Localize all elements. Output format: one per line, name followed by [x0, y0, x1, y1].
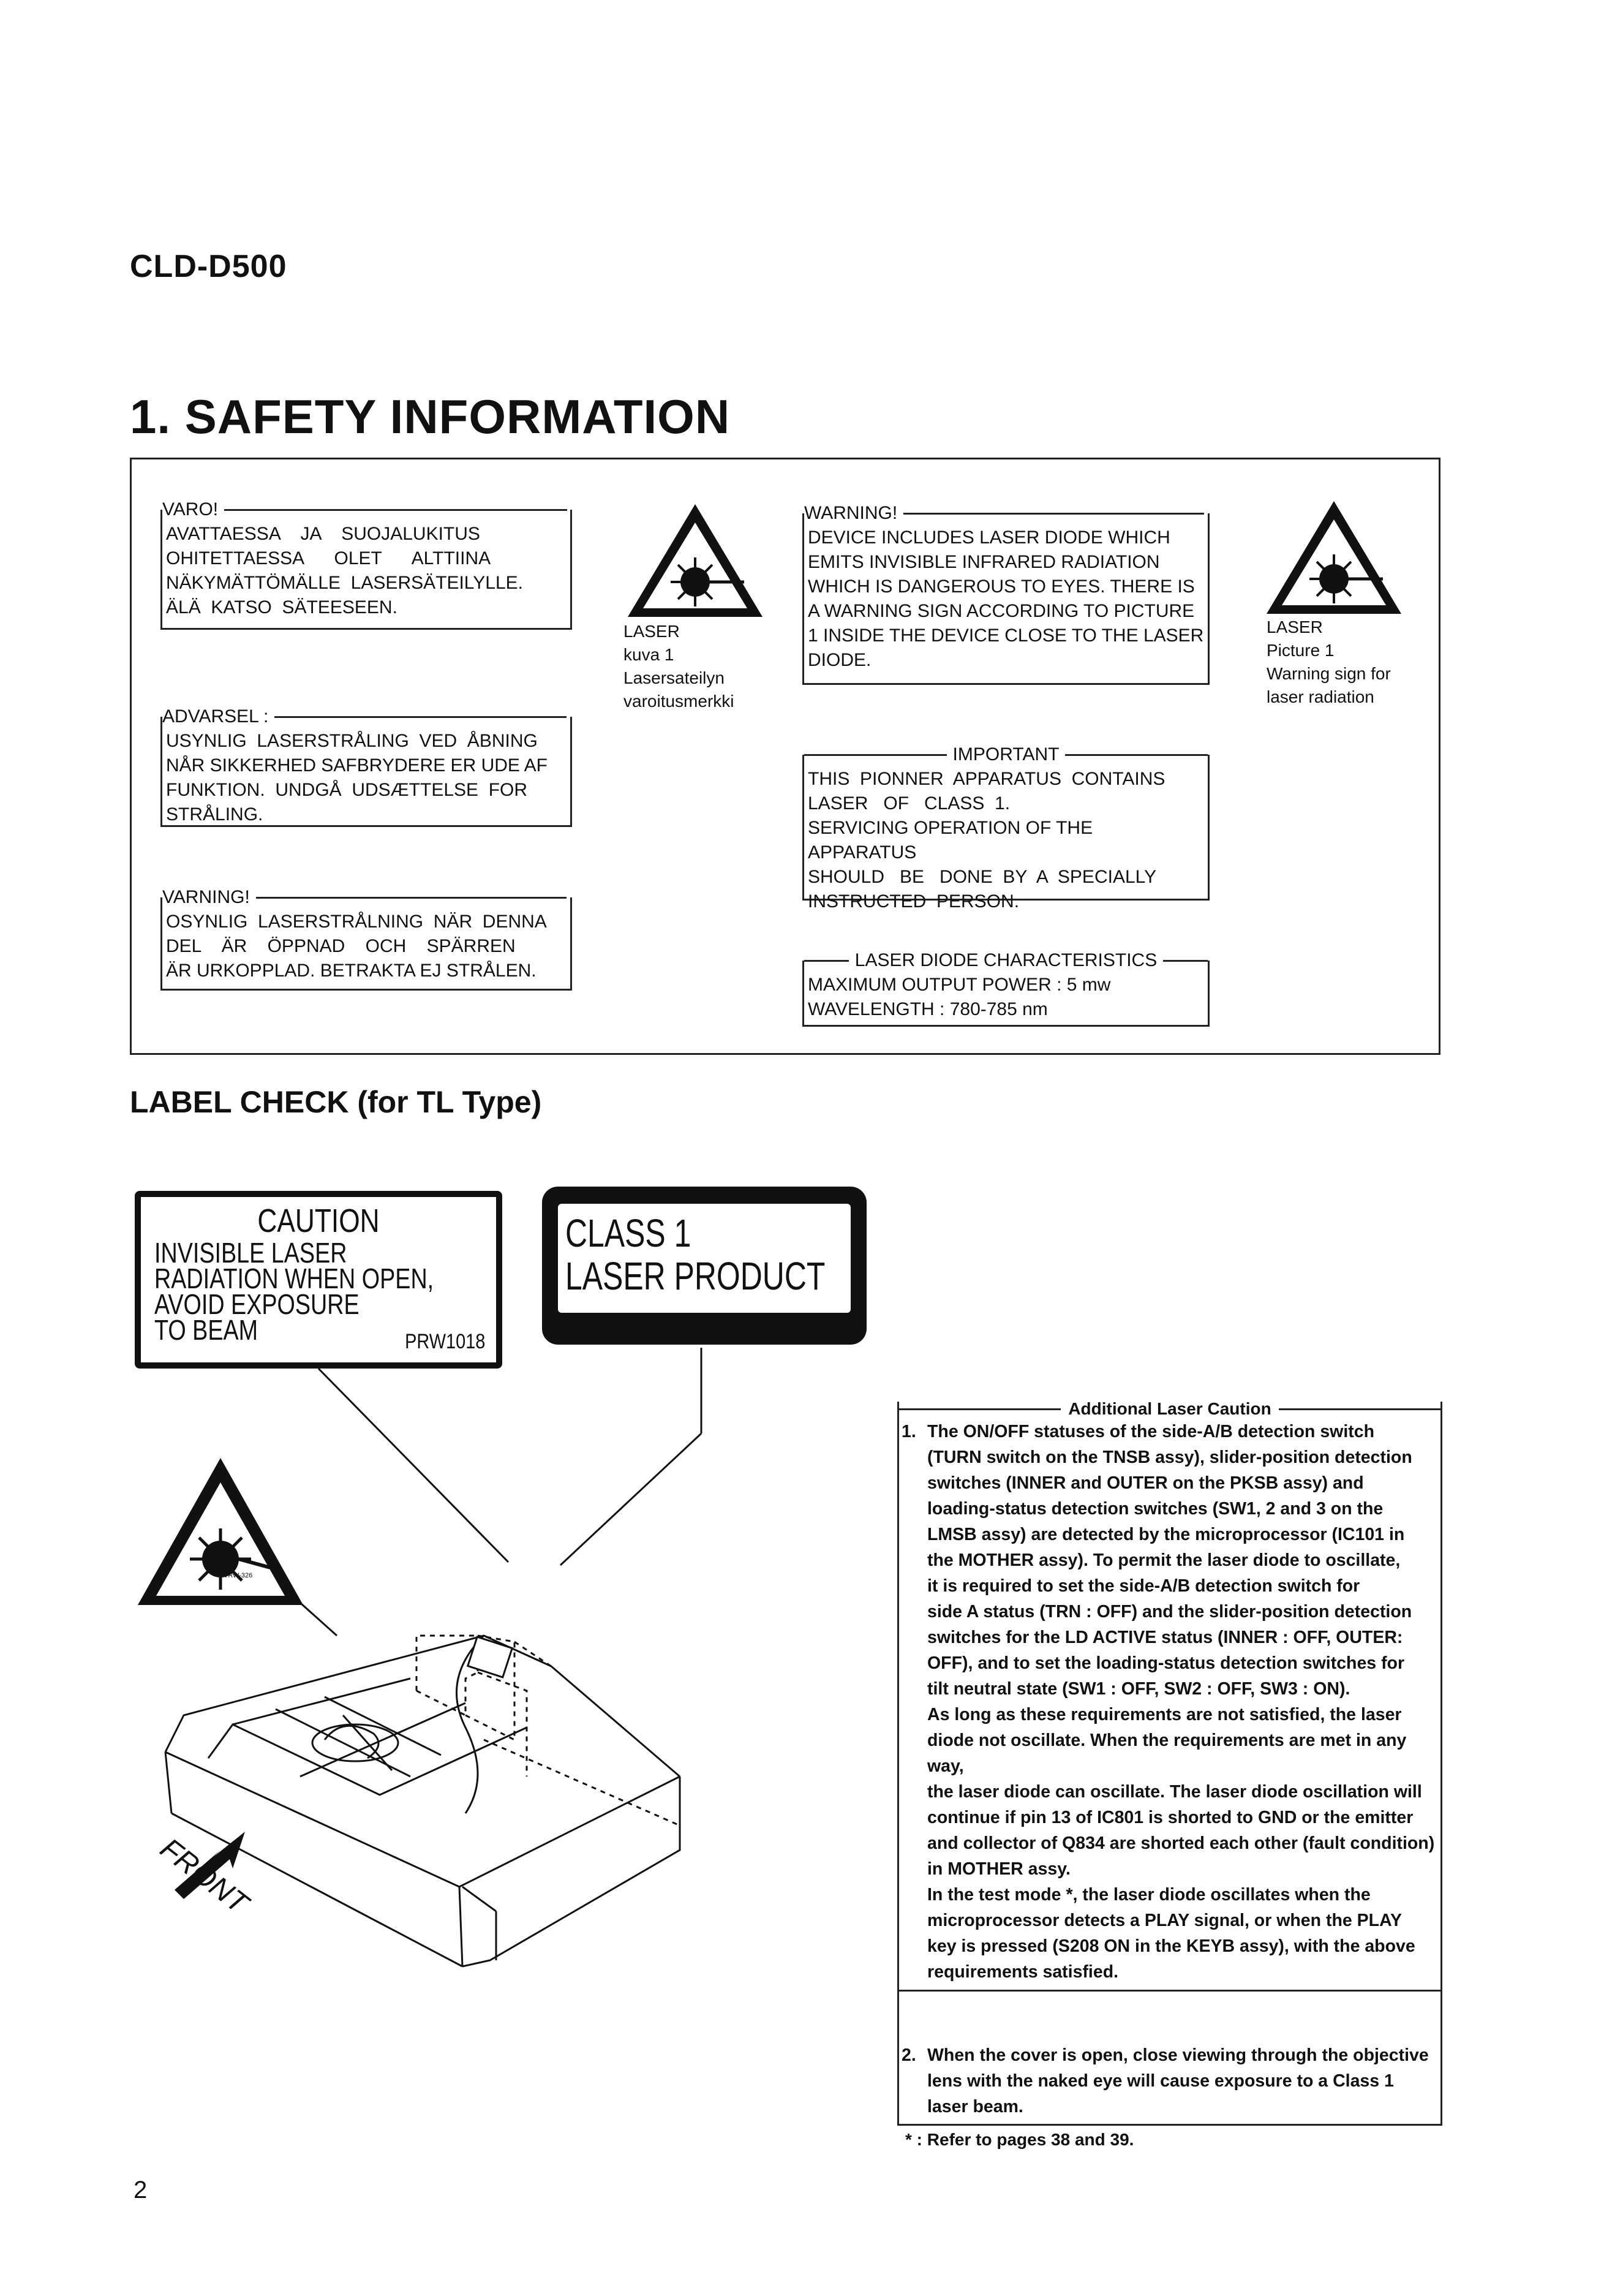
caution-item-separator	[899, 1990, 1440, 1992]
notice-varo-text: AVATTAESSA JA SUOJALUKITUS OHITETTAESSA OLET ALTTIINA NÄKYMÄTTÖMÄLLE LASERSÄTEILYLLE. ÄLÄ KATSO SÄTEESEEN.	[166, 524, 523, 617]
class1-label-line2: LASER PRODUCT	[565, 1254, 826, 1298]
class1-label-code: VRW-328	[791, 1310, 845, 1327]
notice-warning-heading: WARNING!	[804, 503, 898, 523]
notice-important-heading: IMPORTANT	[952, 744, 1060, 765]
notice-varo-right-rule	[570, 510, 572, 630]
caution-item-text: The ON/OFF statuses of the side-A/B detection switch (TURN switch on the TNSB assy), slider-position detection switches (INNER and OUTER on the PKSB assy) and loading-status detection switches (SW1, 2 and 3 on the LMSB assy) are detected by the microprocessor (IC101 in the MOTHER assy). To permit the laser diode to oscillate, it is required to set the side-A/B detection switch for side A status (TRN : OFF) and the slider-position detection switches for the LD ACTIVE status (INNER : OFF, OUTER: OFF), and to set the loading-status detection switches for tilt neutral state (SW1 : OFF, SW2 : OFF, SW3 : ON). As long as these requirements are not satisfied, the laser diode not oscillate. When the requirements are met in any way, the laser diode can oscillate. The laser diode oscillation will continue if pin 13 of IC801 is shorted to GND or the emitter and collector of Q834 are shorted each other (fault condition) in MOTHER assy. In the test mode *, the laser diode oscillates when the microprocessor detects a PLAY signal, or when the PLAY key is pressed (S208 ON in the KEYB assy), with the above requirements satisfied.	[927, 1422, 1435, 1982]
notice-varo	[160, 499, 571, 630]
notice-warning-text: DEVICE INCLUDES LASER DIODE WHICH EMITS INVISIBLE INFRARED RADIATION WHICH IS DANGEROUS TO EYES. THERE IS A WARNING SIGN ACCORDING TO PICTURE 1 INSIDE THE DEVICE CLOSE TO THE LASER DIODE.	[808, 527, 1204, 670]
model-title: CLD-D500	[130, 249, 287, 284]
notice-important	[802, 744, 1210, 912]
page-number: 2	[134, 2177, 148, 2203]
caution-item-text: When the cover is open, close viewing through the objective lens with the naked eye will cause exposure to a Class 1 laser beam.	[927, 2045, 1429, 2117]
class1-label	[542, 1187, 867, 1345]
notice-varning-heading: VARNING!	[162, 887, 250, 907]
notice-diode	[802, 950, 1210, 1027]
notice-advarsel-heading: ADVARSEL :	[162, 706, 269, 727]
caution-item-number: 1.	[902, 1422, 916, 1441]
notice-warning	[802, 503, 1210, 685]
caution-label	[135, 1191, 502, 1369]
notice-advarsel	[160, 706, 572, 827]
class1-label-line1: CLASS 1	[565, 1211, 691, 1255]
notice-varo-bottom-rule	[160, 628, 572, 630]
caution-label-code: PRW1018	[404, 1330, 485, 1353]
english-warning-caption: LASER Picture 1 Warning sign for laser radiation	[1267, 617, 1391, 706]
additional-caution-heading: Additional Laser Caution	[1068, 1399, 1271, 1418]
additional-laser-caution	[897, 1399, 1442, 2126]
notice-diode-text: MAXIMUM OUTPUT POWER : 5 mw WAVELENGTH : 780-785 nm	[808, 975, 1111, 1019]
front-text: FRONT	[154, 1832, 254, 1920]
caution-label-title: CAUTION	[257, 1203, 380, 1239]
laser-warning-triangle-icon	[625, 499, 766, 622]
section-title: 1. SAFETY INFORMATION	[130, 390, 731, 444]
notice-varo-heading: VARO!	[162, 499, 219, 519]
notice-important-text: THIS PIONNER APPARATUS CONTAINS LASER OF CLASS 1. SERVICING OPERATION OF THE APPARATUS SHOULD BE DONE BY A SPECIALLY INSTRUCTED PERSON.	[808, 769, 1165, 912]
notice-advarsel-text: USYNLIG LASERSTRÅLING VED ÅBNING NÅR SIKKERHED SAFBRYDERE ER UDE AF FUNKTION. UNDGÅ UDSÆTTELSE FOR STRÅLING.	[166, 731, 548, 825]
notice-diode-heading: LASER DIODE CHARACTERISTICS	[854, 950, 1158, 970]
notice-varning	[160, 887, 572, 991]
caution-label-text: INVISIBLE LASER RADIATION WHEN OPEN, AVOID EXPOSURE TO BEAM	[154, 1237, 434, 1346]
small-sign-code: VRW-326	[224, 1572, 253, 1579]
notice-varning-text: OSYNLIG LASERSTRÅLNING NÄR DENNA DEL ÄR ÖPPNAD OCH SPÄRREN ÄR URKOPPLAD. BETRAKTA EJ STRÅLEN.	[166, 912, 547, 981]
label-check-title: LABEL CHECK (for TL Type)	[130, 1085, 542, 1119]
laser-warning-triangle-icon	[1263, 496, 1404, 619]
footnote: * : Refer to pages 38 and 39.	[905, 2130, 1134, 2149]
caution-item-number: 2.	[902, 2045, 916, 2065]
finnish-warning-caption: LASER kuva 1 Lasersateilyn varoitusmerkki	[623, 622, 734, 711]
